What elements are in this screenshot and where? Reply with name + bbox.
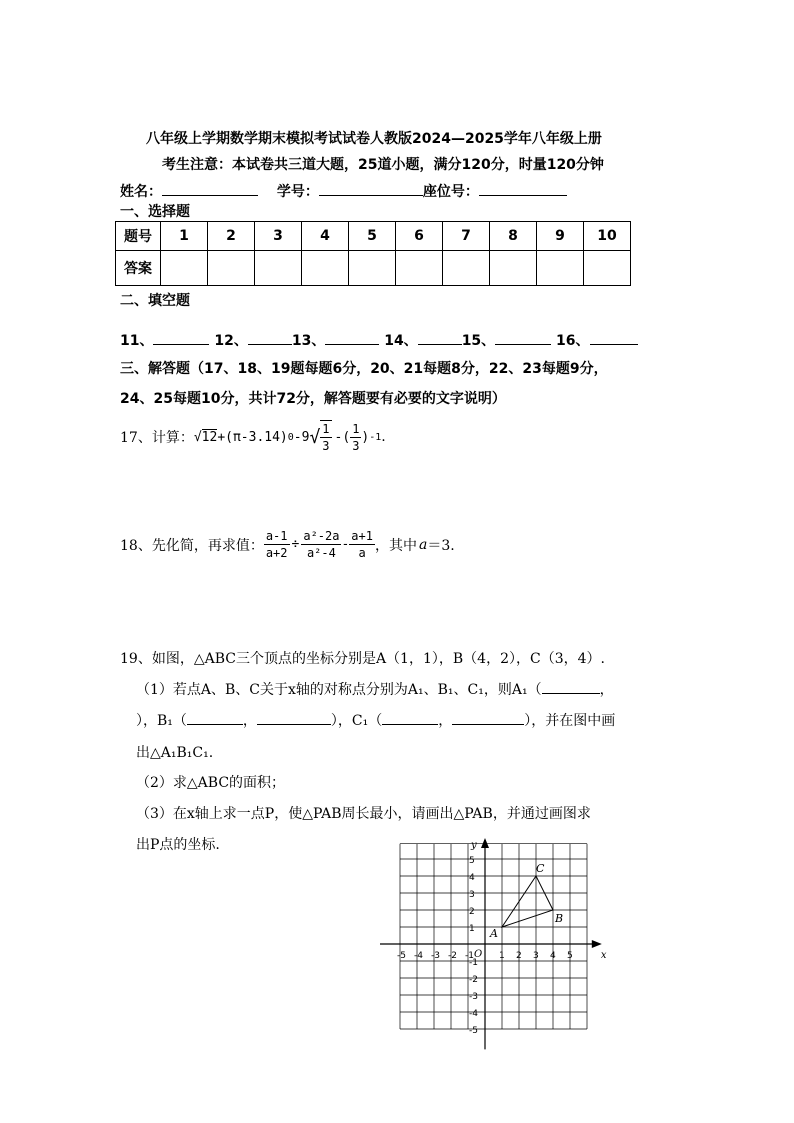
- q19-line2: [136, 679, 614, 699]
- blank-label: 12、: [214, 333, 248, 349]
- variable-a: a: [418, 536, 428, 553]
- fraction-num: a²-2a: [303, 529, 340, 543]
- y-tick-label: -5: [469, 1026, 478, 1036]
- vertex-label-a: A: [490, 927, 498, 940]
- answer-cell[interactable]: [396, 251, 443, 286]
- page-title: 八年级上学期数学期末模拟考试试卷人教版2024—2025学年八年级上册: [146, 131, 602, 147]
- plus-sign: +: [217, 429, 226, 445]
- x-axis-arrow: [592, 940, 602, 948]
- question-number: 5: [349, 222, 396, 251]
- x-tick-label: 5: [567, 951, 573, 961]
- question-18: [120, 528, 455, 561]
- question-number: 10: [584, 222, 631, 251]
- question-number: 3: [255, 222, 302, 251]
- c1-y-blank[interactable]: [452, 710, 524, 725]
- q19-line7: 出P点的坐标.: [136, 837, 220, 853]
- fraction-1: [264, 528, 290, 561]
- section3-line1: 三、解答题（17、18、19题每题6分，20、21每题8分，22、23每题9分，: [120, 361, 608, 377]
- question-number: 6: [396, 222, 443, 251]
- fill-blank-line: [120, 330, 638, 350]
- close-paren: ): [361, 429, 370, 445]
- blank-label: 16、: [556, 333, 590, 349]
- blank-field[interactable]: [248, 330, 292, 345]
- x-tick-label: 1: [499, 951, 505, 961]
- divide-sign: ÷: [291, 537, 300, 552]
- x-tick-label: -1: [465, 951, 474, 961]
- question-number: 1: [161, 222, 208, 251]
- x-tick-label: -5: [397, 951, 406, 961]
- blank-label: 13、: [291, 333, 326, 349]
- question-number: 2: [208, 222, 255, 251]
- row-header: 题号: [116, 222, 161, 251]
- c1-x-blank[interactable]: [382, 710, 438, 725]
- blank-label: 15、: [461, 333, 496, 349]
- fraction-one-third: [320, 420, 331, 454]
- x-tick-label: 4: [550, 951, 556, 961]
- answer-cell[interactable]: [255, 251, 302, 286]
- seat-field[interactable]: [479, 181, 567, 196]
- y-tick-label: 4: [469, 873, 475, 883]
- minus-nine: -9: [293, 429, 310, 445]
- period: .: [381, 429, 386, 445]
- q19-line5: （2）求△ABC的面积；: [136, 775, 286, 791]
- fraction-den: 3: [352, 438, 360, 453]
- fraction-num: 1: [352, 421, 360, 436]
- sqrt-symbol: √: [193, 429, 202, 445]
- y-tick-label: 2: [469, 907, 475, 917]
- y-axis-arrow: [481, 838, 489, 848]
- answer-cell[interactable]: [161, 251, 208, 286]
- b1-y-blank[interactable]: [257, 710, 331, 725]
- question-number: 9: [537, 222, 584, 251]
- vertex-label-c: C: [536, 862, 545, 875]
- blank-label: 14、: [384, 333, 418, 349]
- x-tick-label: 2: [516, 951, 522, 961]
- name-label: 姓名：: [120, 184, 162, 200]
- blank-field[interactable]: [325, 330, 379, 345]
- minus-sign: -: [341, 537, 350, 552]
- open-paren: (: [342, 429, 351, 445]
- sqrt12-radicand: 12: [201, 430, 218, 445]
- comma: ，: [599, 682, 614, 698]
- fraction-num: 1: [322, 422, 330, 436]
- blank-field[interactable]: [153, 330, 209, 345]
- exponent-neg-one: -1: [369, 431, 382, 443]
- id-field[interactable]: [319, 181, 423, 196]
- question-17: [120, 420, 386, 454]
- student-info-line: [120, 181, 567, 201]
- comma: ，: [438, 713, 453, 729]
- a1-x-blank[interactable]: [542, 679, 600, 694]
- x-tick-label: -3: [431, 951, 440, 961]
- sqrt-symbol: √: [309, 426, 321, 448]
- name-field[interactable]: [162, 181, 258, 196]
- question-number: 8: [490, 222, 537, 251]
- fraction-den: 3: [322, 439, 330, 453]
- exponent-zero: 0: [287, 431, 294, 443]
- fraction-2: [301, 528, 341, 561]
- seat-label: 座位号：: [422, 184, 479, 200]
- q19-line4: 出△A₁B₁C₁.: [136, 745, 214, 761]
- comma: ，: [242, 713, 257, 729]
- coordinate-grid: [370, 838, 607, 1053]
- question-number: 7: [443, 222, 490, 251]
- question-number: 4: [302, 222, 349, 251]
- answer-cell[interactable]: [302, 251, 349, 286]
- q19-line1: 19、如图，△ABC三个顶点的坐标分别是A（1，1），B（4，2），C（3，4）.: [120, 651, 605, 667]
- blank-field[interactable]: [590, 330, 638, 345]
- b1-label: ），B₁（: [136, 713, 187, 729]
- blank-field[interactable]: [418, 330, 462, 345]
- blank-label: 11、: [120, 333, 154, 349]
- fraction-den: a+2: [265, 546, 288, 560]
- origin-label: O: [474, 949, 483, 960]
- section3-line2: 24、25每题10分，共计72分，解答题要有必要的文字说明）: [120, 391, 506, 407]
- answer-header: 答案: [116, 251, 161, 286]
- q18-prefix: 18、先化简，再求值：: [120, 537, 264, 554]
- y-tick-label: -4: [469, 1009, 478, 1019]
- q19-line3: [136, 710, 615, 730]
- blank-field[interactable]: [495, 330, 551, 345]
- answer-cell[interactable]: [537, 251, 584, 286]
- fraction-num: a-1: [265, 529, 288, 543]
- answer-cell[interactable]: [490, 251, 537, 286]
- fraction-den: a: [358, 546, 366, 560]
- y-tick-label: 5: [469, 856, 475, 866]
- y-tick-label: -2: [469, 975, 478, 985]
- section1-title: 一、选择题: [120, 204, 190, 220]
- q19-part1-tail: ），并在图中画: [524, 713, 616, 729]
- x-axis-label: x: [600, 950, 607, 961]
- b1-x-blank[interactable]: [187, 710, 243, 725]
- y-tick-label: -1: [469, 958, 478, 968]
- condition-text: ，其中: [374, 537, 417, 554]
- exam-notice: 考生注意：本试卷共三道大题，25道小题，满分120分，时量120分钟: [162, 157, 604, 173]
- y-tick-label: 1: [469, 924, 475, 934]
- answer-cell[interactable]: [443, 251, 490, 286]
- section2-title: 二、填空题: [120, 293, 190, 309]
- fraction-one-third-b: [350, 421, 361, 454]
- answer-table: [115, 221, 631, 286]
- answer-cell[interactable]: [584, 251, 631, 286]
- triangle-abc: [502, 876, 553, 927]
- equals-three: ＝3.: [427, 537, 455, 554]
- x-tick-label: 3: [533, 951, 539, 961]
- pi-paren: (π-3.14): [225, 429, 288, 445]
- y-axis-label: y: [471, 840, 477, 851]
- answer-cell[interactable]: [349, 251, 396, 286]
- id-label: 学号：: [276, 184, 319, 200]
- x-tick-label: -4: [414, 951, 423, 961]
- q19-line6: （3）在x轴上求一点P，使△PAB周长最小，请画出△PAB，并通过画图求: [136, 806, 591, 822]
- vertex-label-b: B: [555, 912, 564, 925]
- fraction-num: a+1: [351, 529, 373, 543]
- fraction-3: [349, 528, 375, 561]
- x-tick-label: -2: [448, 951, 457, 961]
- answer-cell[interactable]: [208, 251, 255, 286]
- fraction-den: a²-4: [306, 546, 336, 560]
- c1-label: ），C₁（: [330, 713, 383, 729]
- q17-prefix: 17、计算：: [120, 430, 194, 446]
- y-tick-label: 3: [469, 890, 475, 900]
- q19-part1-text: （1）若点A、B、C关于x轴的对称点分别为A₁、B₁、C₁，则A₁（: [136, 682, 542, 698]
- minus-sign: -: [334, 429, 343, 445]
- y-tick-label: -3: [469, 992, 478, 1002]
